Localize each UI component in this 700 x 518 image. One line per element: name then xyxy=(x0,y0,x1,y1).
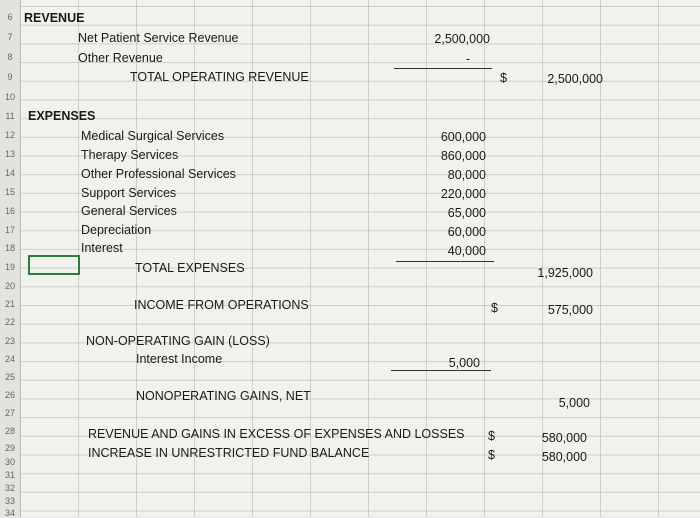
row-number[interactable]: 17 xyxy=(4,225,15,235)
row-number[interactable]: 6 xyxy=(7,12,13,22)
expense-label[interactable]: Therapy Services xyxy=(81,148,179,162)
row-number[interactable]: 20 xyxy=(4,281,15,291)
row-header-column xyxy=(0,0,21,517)
income-from-operations-label[interactable]: INCOME FROM OPERATIONS xyxy=(134,298,309,312)
excess-revenue-value[interactable]: 580,000 xyxy=(541,431,587,445)
row-number[interactable]: 24 xyxy=(4,354,15,364)
row-number[interactable]: 16 xyxy=(4,206,15,216)
row-number[interactable]: 14 xyxy=(4,168,15,178)
row-number[interactable]: 8 xyxy=(7,52,13,62)
expense-value[interactable]: 220,000 xyxy=(440,187,486,201)
nonoperating-net-label[interactable]: NONOPERATING GAINS, NET xyxy=(136,389,311,403)
currency-symbol: $ xyxy=(491,301,498,315)
row-number[interactable]: 19 xyxy=(4,262,15,272)
expense-value[interactable]: 860,000 xyxy=(440,149,486,163)
row-number[interactable]: 34 xyxy=(4,508,15,518)
total-operating-revenue-value[interactable]: 2,500,000 xyxy=(547,72,603,86)
row-number[interactable]: 30 xyxy=(4,457,15,467)
row-number[interactable]: 29 xyxy=(4,443,15,453)
net-patient-revenue-value[interactable]: 2,500,000 xyxy=(434,32,490,46)
row-number[interactable]: 15 xyxy=(4,187,15,197)
non-operating-heading[interactable]: NON-OPERATING GAIN (LOSS) xyxy=(86,334,270,348)
row-number[interactable]: 22 xyxy=(4,317,15,327)
interest-income-label[interactable]: Interest Income xyxy=(136,352,223,366)
expense-value[interactable]: 600,000 xyxy=(440,130,486,144)
fund-balance-increase-label[interactable]: INCREASE IN UNRESTRICTED FUND BALANCE xyxy=(88,446,370,460)
revenue-subtotal-rule xyxy=(394,68,492,69)
row-number[interactable]: 33 xyxy=(4,496,15,506)
row-number[interactable]: 13 xyxy=(4,149,15,159)
row-number[interactable]: 26 xyxy=(4,390,15,400)
expense-label[interactable]: Medical Surgical Services xyxy=(81,129,225,143)
row-number[interactable]: 31 xyxy=(4,470,15,480)
interest-income-value[interactable]: 5,000 xyxy=(448,356,480,370)
expense-label[interactable]: Depreciation xyxy=(81,223,152,237)
excess-revenue-label[interactable]: REVENUE AND GAINS IN EXCESS OF EXPENSES AND LOSSES xyxy=(88,427,465,441)
expense-value[interactable]: 65,000 xyxy=(447,206,486,220)
row-number[interactable]: 10 xyxy=(4,92,15,102)
row-number[interactable]: 32 xyxy=(4,483,15,493)
expense-label[interactable]: Support Services xyxy=(81,186,177,200)
row-number[interactable]: 11 xyxy=(5,111,15,121)
row-number[interactable]: 25 xyxy=(4,372,15,382)
nonoperating-net-value[interactable]: 5,000 xyxy=(558,396,590,410)
expense-label[interactable]: Other Professional Services xyxy=(81,167,236,181)
row-number[interactable]: 9 xyxy=(7,72,13,82)
expense-label[interactable]: General Services xyxy=(81,204,177,218)
expense-value[interactable]: 60,000 xyxy=(447,225,486,239)
net-patient-revenue-label[interactable]: Net Patient Service Revenue xyxy=(78,31,239,45)
row-number[interactable]: 23 xyxy=(4,336,15,346)
currency-symbol: $ xyxy=(488,429,495,443)
selected-cell[interactable] xyxy=(28,255,80,275)
total-operating-revenue-label[interactable]: TOTAL OPERATING REVENUE xyxy=(130,70,309,84)
expense-label[interactable]: Interest xyxy=(81,241,123,255)
revenue-heading[interactable]: REVENUE xyxy=(24,11,85,25)
row-number[interactable]: 27 xyxy=(4,408,15,418)
fund-balance-increase-value[interactable]: 580,000 xyxy=(541,450,587,464)
nonoperating-subtotal-rule xyxy=(391,370,491,371)
total-expenses-value[interactable]: 1,925,000 xyxy=(537,266,593,280)
row-number[interactable]: 21 xyxy=(4,299,15,309)
other-revenue-label[interactable]: Other Revenue xyxy=(78,51,163,65)
expense-value[interactable]: 40,000 xyxy=(447,244,486,258)
row-number[interactable]: 7 xyxy=(7,32,13,42)
total-expenses-label[interactable]: TOTAL EXPENSES xyxy=(135,261,245,275)
row-number[interactable]: 12 xyxy=(4,130,15,140)
currency-symbol: $ xyxy=(500,71,507,85)
other-revenue-value[interactable]: - xyxy=(465,52,470,66)
expenses-subtotal-rule xyxy=(396,261,494,262)
expenses-heading[interactable]: EXPENSES xyxy=(28,109,96,123)
expense-value[interactable]: 80,000 xyxy=(447,168,486,182)
row-number[interactable]: 18 xyxy=(4,243,15,253)
row-number[interactable]: 28 xyxy=(4,426,15,436)
income-from-operations-value[interactable]: 575,000 xyxy=(547,303,593,317)
currency-symbol: $ xyxy=(488,448,495,462)
